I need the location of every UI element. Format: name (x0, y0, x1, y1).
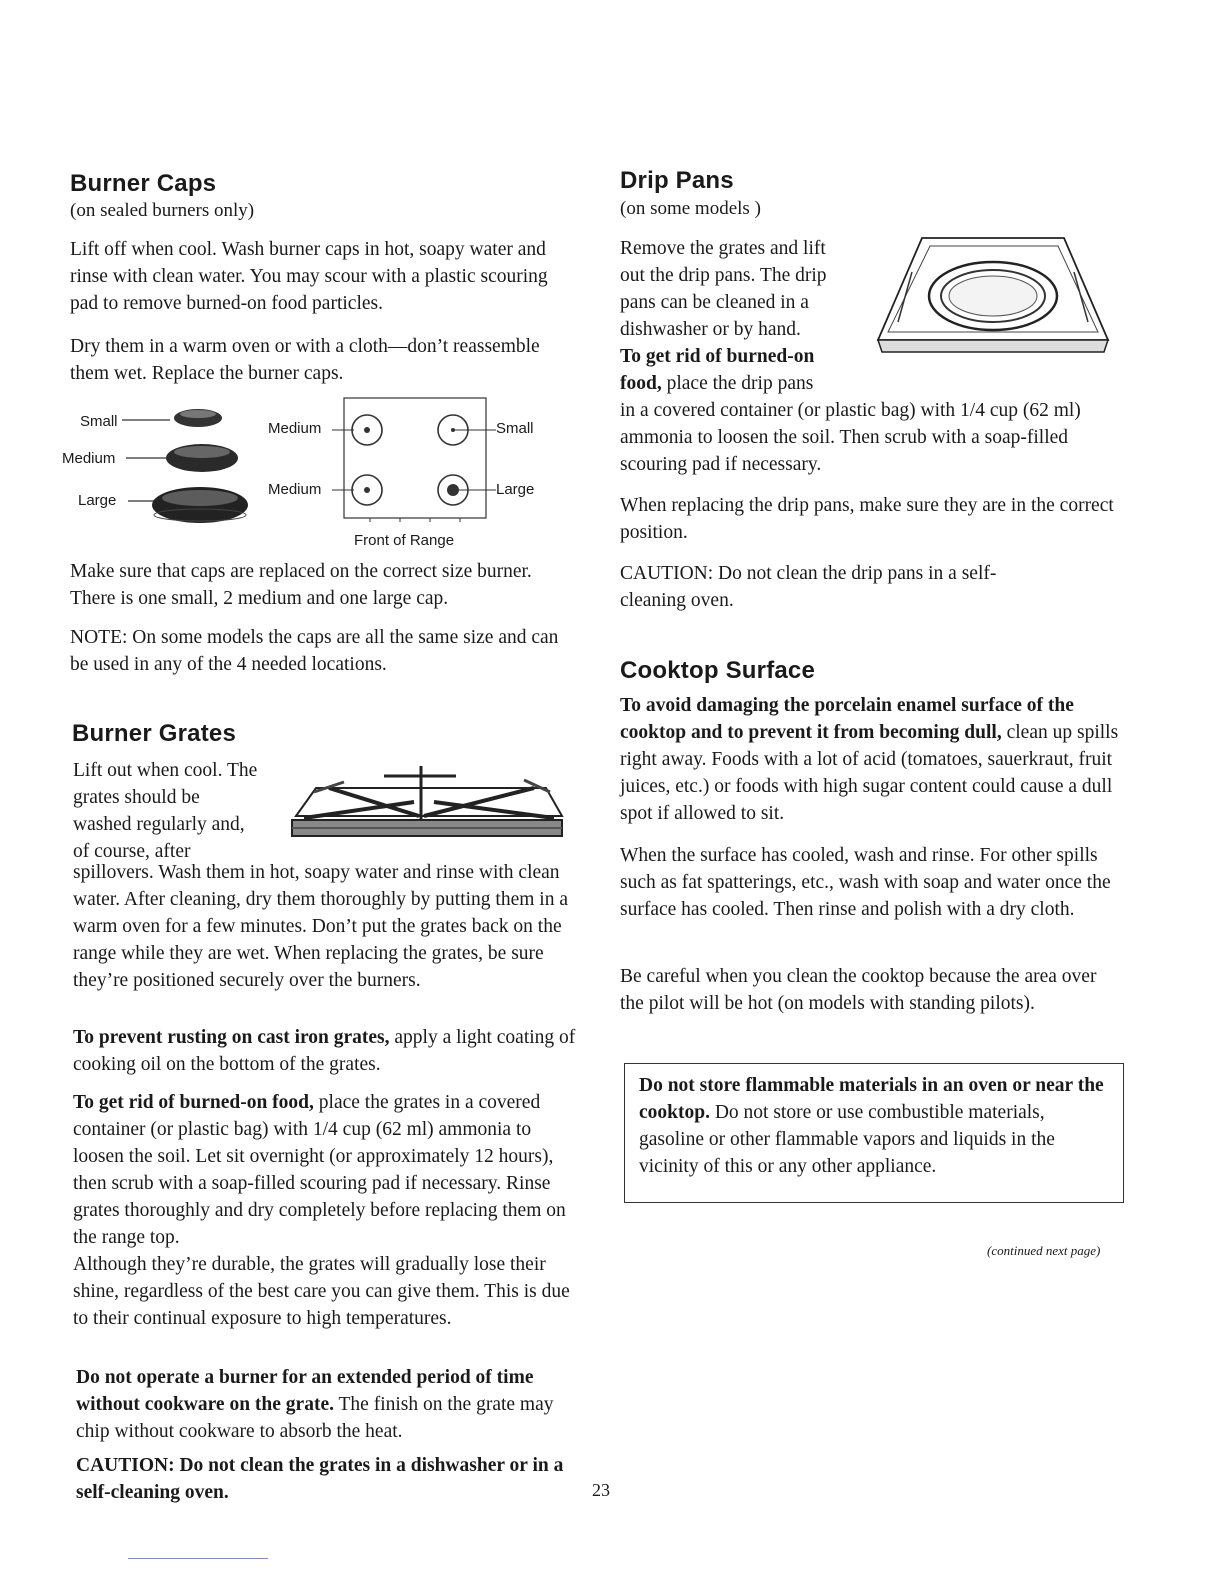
drip-pan-illustration (872, 232, 1112, 362)
burner-grates-paragraph-4: Although they’re durable, the grates will gradually lose their shine, regardless of the best care you can give them. This is due to their continual exposure to high temperatures. (73, 1254, 570, 1329)
burner-grate-illustration (284, 758, 569, 848)
cooktop-surface-title: Cooktop Surface (620, 657, 816, 684)
burner-caps-subtitle: (on sealed burners only) (70, 200, 255, 221)
burner-caps-paragraph-2: Dry them in a warm oven or with a cloth—don’t reassemble them wet. Replace the burner caps. (70, 336, 540, 384)
cap-label-large: Large (78, 492, 117, 509)
position-label-bottom-right: Large (496, 481, 535, 498)
burner-caps-title: Burner Caps (70, 170, 217, 197)
page-number: 23 (592, 1480, 610, 1500)
burner-grates-paragraph-1-rest: spillovers. Wash them in hot, soapy water and rinse with clean water. After cleaning, dry them thoroughly by putting them in a warm oven for a few minutes. Don’t put the grates back on the range while they are wet. When replacing the grates, be sure they’re positioned securely over the burners. (73, 862, 568, 991)
diagram-caption: Front of Range (354, 532, 455, 549)
position-label-bottom-left: Medium (268, 481, 322, 498)
drip-pans-intro: Remove the grates and lift out the drip pans. The drip pans can be cleaned in a dishwasher or by hand. To get rid of burned-on food, place the drip pans (620, 238, 827, 394)
cooktop-paragraph-1: To avoid damaging the porcelain enamel surface of the cooktop and to prevent it from becoming dull, clean up spills right away. Foods with a lot of acid (tomatoes, sauerkraut, fruit juices, etc.) or foods with high sugar content could cause a dull spot if allowed to sit. (620, 695, 1119, 824)
burner-caps-paragraph-3: Make sure that caps are replaced on the correct size burner. There is one small, 2 medium and one large cap. (70, 561, 532, 609)
burner-grates-paragraph-3: To get rid of burned-on food, place the grates in a covered container (or plastic bag) with 1/4 cup (62 ml) ammonia to loosen the soil. Let sit overnight (or approximately 12 hours), then scrub with a soap-filled scouring pad if necessary. Rinse grates thoroughly and dry completely before replacing them on the range top. (73, 1092, 566, 1248)
footer-rule (128, 1558, 268, 1559)
range-top-layout (330, 396, 496, 524)
burner-caps-illustration (118, 400, 258, 530)
burner-grates-caution: CAUTION: Do not clean the grates in a dishwasher or in a self-cleaning oven. (76, 1455, 564, 1503)
drip-pans-paragraph-1-rest: in a covered container (or plastic bag) with 1/4 cup (62 ml) ammonia to loosen the soil. Then scrub with a soap-filled scouring pad if necessary. (620, 400, 1081, 475)
burner-grates-paragraph-2: To prevent rusting on cast iron grates, apply a light coating of cooking oil on the bottom of the grates. (73, 1027, 576, 1075)
drip-pans-caution: CAUTION: Do not clean the drip pans in a self-cleaning oven. (620, 563, 997, 611)
drip-pans-title: Drip Pans (620, 167, 734, 194)
cap-label-medium: Medium (62, 450, 116, 467)
continued-next-page: (continued next page) (987, 1243, 1101, 1258)
drip-pans-subtitle: (on some models ) (620, 198, 761, 219)
burner-caps-paragraph-1: Lift off when cool. Wash burner caps in hot, soapy water and rinse with clean water. You may scour with a plastic scouring pad to remove burned-on food particles. (70, 239, 548, 314)
position-label-top-left: Medium (268, 420, 322, 437)
burner-caps-note: NOTE: On some models the caps are all the same size and can be used in any of the 4 needed locations. (70, 627, 559, 675)
drip-pans-paragraph-2: When replacing the drip pans, make sure they are in the correct position. (620, 495, 1114, 543)
flammable-warning-box (624, 1063, 1124, 1203)
cooktop-paragraph-2: When the surface has cooled, wash and rinse. For other spills such as fat spatterings, etc., wash with soap and water once the surface has cooled. Then rinse and polish with a dry cloth. (620, 845, 1111, 920)
burner-grates-intro: Lift out when cool. The grates should be washed regularly and, of course, after (73, 760, 258, 862)
cooktop-paragraph-3: Be careful when you clean the cooktop because the area over the pilot will be hot (on models with standing pilots). (620, 966, 1097, 1014)
burner-grates-paragraph-5: Do not operate a burner for an extended period of time without cookware on the grate. The finish on the grate may chip without cookware to absorb the heat. (76, 1367, 554, 1442)
position-label-top-right: Small (496, 420, 534, 437)
burner-grates-title: Burner Grates (72, 720, 236, 747)
flammable-warning-text: Do not store flammable materials in an oven or near the cooktop. Do not store or use combustible materials, gasoline or other flammable vapors and liquids in the vicinity of this or any other appliance. (639, 1075, 1104, 1177)
cap-label-small: Small (80, 413, 118, 430)
